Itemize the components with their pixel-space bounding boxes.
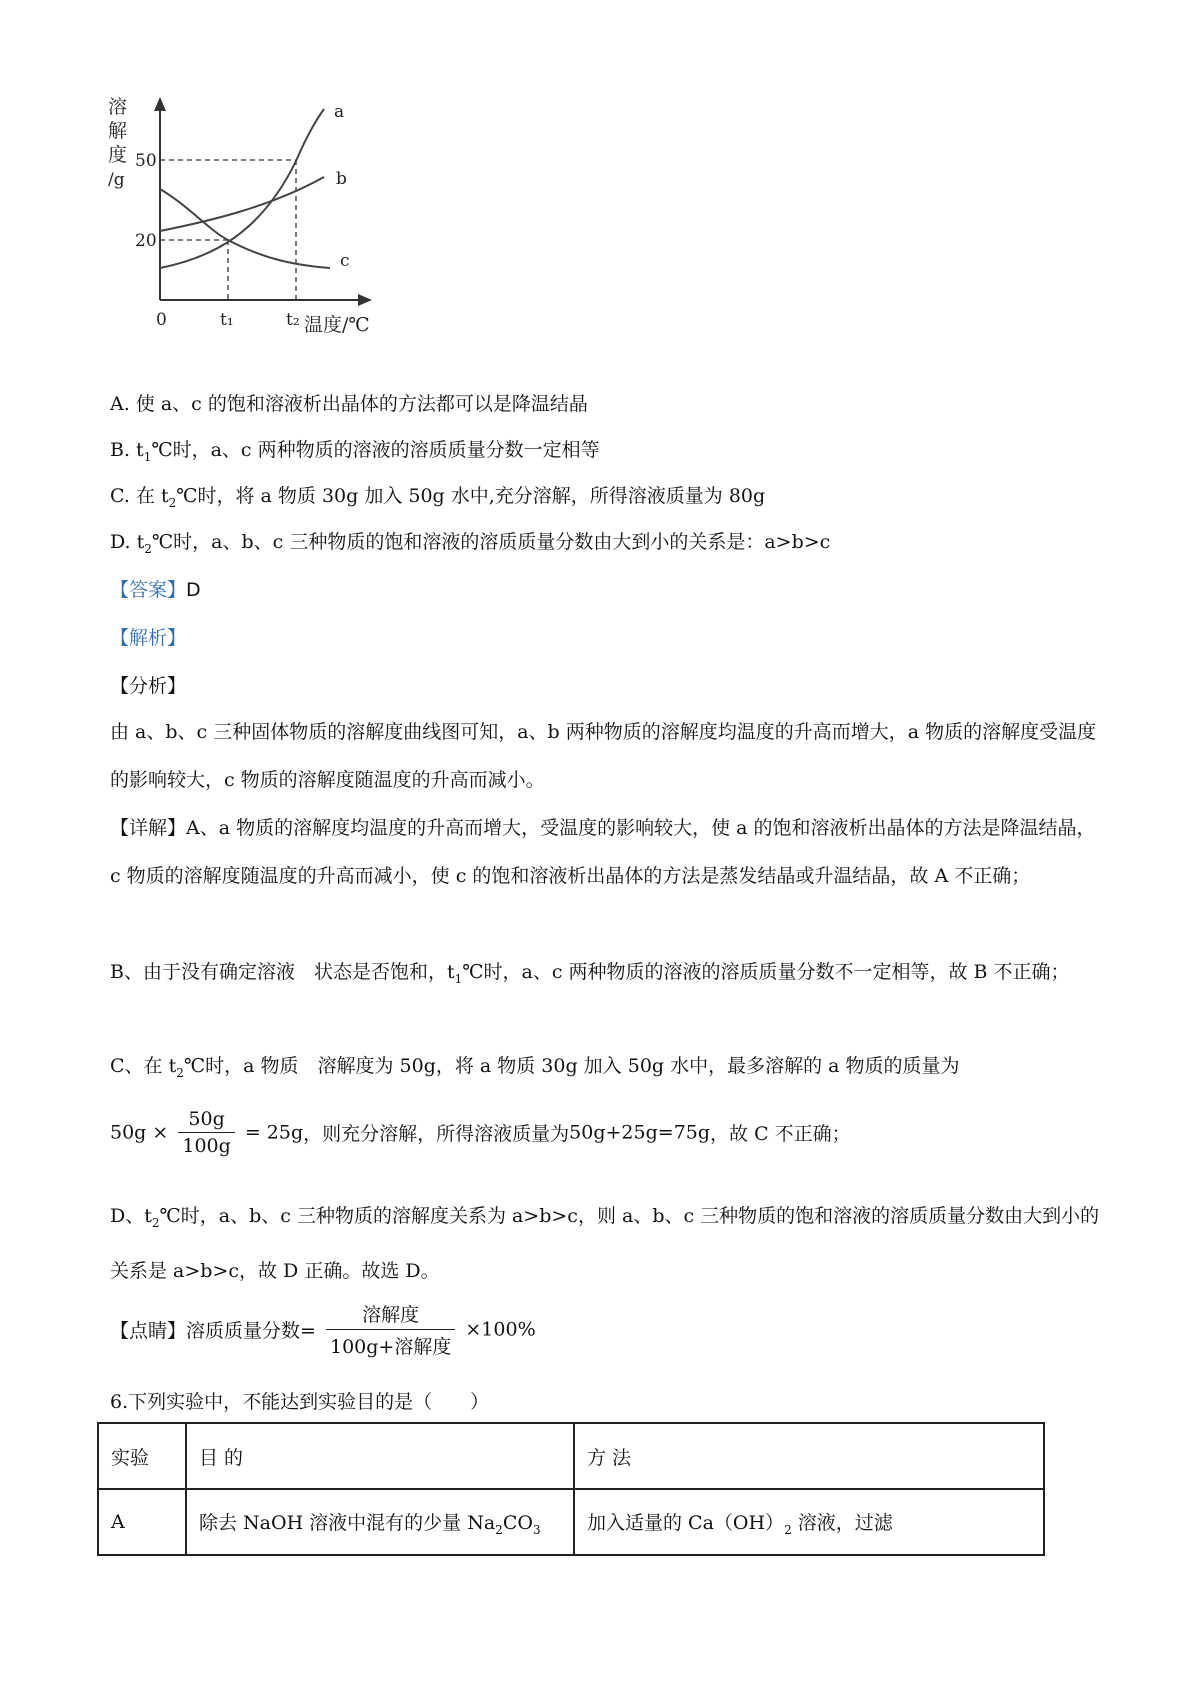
solubility-graph [100, 95, 420, 370]
header-experiment: 实验 [98, 1423, 186, 1489]
purpose-sub1: 2 [495, 1522, 503, 1537]
table-header-row [98, 1423, 1044, 1489]
tip-fraction [326, 1300, 455, 1359]
detail-c-formula [110, 1108, 851, 1157]
table-row [98, 1489, 1044, 1555]
purpose-mid: CO [502, 1511, 533, 1534]
answer-label: 【答案】 [110, 579, 187, 601]
tip-text: 溶质质量分数= [186, 1320, 316, 1342]
option-c-post: ℃时，将 a 物质 30g 加入 50g 水中,充分溶解，所得溶液质量为 80g [176, 485, 766, 507]
tip-line [110, 1300, 536, 1359]
option-b-pre: B. t [110, 439, 144, 461]
header-method: 方 法 [574, 1423, 1044, 1489]
detail-b [110, 948, 1100, 1003]
tip-suffix: ×100% [465, 1318, 536, 1341]
purpose-pre: 除去 NaOH 溶液中混有的少量 Na [199, 1511, 496, 1534]
tip-frac-num: 溶解度 [326, 1300, 455, 1330]
y-axis-arrow [154, 97, 166, 111]
analysis-label: 【解析】 [110, 627, 187, 649]
detail-b-sub: 1 [454, 971, 463, 986]
option-b-post: ℃时，a、c 两种物质的溶液的溶质质量分数一定相等 [151, 439, 600, 461]
y-tick-20: 20 [135, 231, 157, 251]
detail-c-post: ℃时，a 物质 溶解度为 50g，将 a 物质 30g 加入 50g 水中，最多溶解的 a 物质的质量为 [183, 1055, 960, 1077]
tip-label: 【点睛】 [110, 1320, 187, 1342]
formula-frac-den: 100g [182, 1135, 231, 1157]
formula-tail-formula: 50g+25g=75g [569, 1121, 711, 1144]
detail-label: 【详解】 [110, 817, 187, 839]
ylabel-char-1: 溶 [108, 96, 128, 118]
formula-right: = 25g [244, 1121, 304, 1144]
detail-b-post: ℃时，a、c 两种物质的溶液的溶质质量分数不一定相等，故 B 不正确； [462, 961, 1070, 983]
formula-fraction [178, 1108, 234, 1157]
curve-label-c: c [340, 251, 350, 271]
curve-b [160, 177, 324, 231]
detail-c [110, 1052, 960, 1087]
detail-c-sub: 2 [176, 1065, 184, 1080]
row-a-method [574, 1489, 1044, 1555]
formula-frac-num: 50g [178, 1108, 234, 1133]
method-sub: 2 [784, 1522, 792, 1537]
formula-tail-2: ，故 C 不正确； [710, 1123, 851, 1145]
y-tick-50: 50 [135, 151, 157, 171]
xlabel: 温度/℃ [304, 314, 370, 336]
option-d-post: ℃时，a、b、c 三种物质的饱和溶液的溶质质量分数由大到小的关系是：a>b>c [151, 531, 831, 553]
x-tick-t2: t₂ [286, 310, 300, 330]
question-6: 6.下列实验中，不能达到实验目的是（ ） [110, 1391, 490, 1413]
answer-value: D [186, 579, 201, 601]
method-post: 溶液，过滤 [791, 1511, 893, 1534]
row-a-label: A [98, 1489, 186, 1555]
curve-label-b: b [336, 169, 347, 189]
purpose-sub2: 3 [532, 1522, 541, 1537]
x-tick-0: 0 [156, 310, 167, 330]
tip-frac-den: 100g+溶解度 [329, 1336, 452, 1358]
method-pre: 加入适量的 Ca（OH） [587, 1511, 785, 1534]
ylabel-char-2: 解 [108, 120, 128, 142]
detail-a-text: A、a 物质的溶解度均温度的升高而增大，受温度的影响较大，使 a 的饱和溶液析出晶体的方法是降温结晶，c 物质的溶解度随温度的升高而减小，使 c 的饱和溶液析出晶体的方法是蒸发结晶或升温结晶，故 A 不正确； [110, 817, 1096, 887]
detail-c-pre: C、在 t [110, 1055, 177, 1077]
option-c [110, 482, 765, 517]
detail-d-sub: 2 [151, 1215, 160, 1230]
option-b-sub: 1 [143, 449, 152, 464]
option-d [110, 528, 830, 563]
detail-d [110, 1192, 1100, 1295]
ylabel-char-3: 度 [108, 144, 128, 166]
fenxi-text: 由 a、b、c 三种固体物质的溶解度曲线图可知，a、b 两种物质的溶解度均温度的升高而增大，a 物质的溶解度受温度的影响较大，c 物质的溶解度随温度的升高而减小。 [110, 721, 1097, 791]
formula-left: 50g × [110, 1121, 169, 1144]
option-a: A. 使 a、c 的饱和溶液析出晶体的方法都可以是降温结晶 [110, 393, 588, 415]
ylabel-unit: /g [108, 170, 125, 190]
detail-d-pre: D、t [110, 1205, 152, 1227]
experiment-table [97, 1422, 1045, 1556]
formula-tail-1: ，则充分溶解，所得溶液质量为 [303, 1123, 570, 1145]
detail-d-post: ℃时，a、b、c 三种物质的溶解度关系为 a>b>c，则 a、b、c 三种物质的饱和溶液的溶质质量分数由大到小的关系是 a>b>c，故 D 正确。故选 D。 [110, 1205, 1100, 1282]
header-purpose: 目 的 [186, 1423, 574, 1489]
detail-b-pre: B、由于没有确定溶液 状态是否饱和，t [110, 961, 455, 983]
option-d-sub: 2 [144, 541, 152, 556]
x-axis-arrow [358, 294, 372, 306]
curve-label-a: a [334, 102, 345, 122]
option-d-pre: D. t [110, 531, 145, 553]
option-b [110, 436, 600, 471]
detail-a [110, 804, 1100, 900]
answer-line [110, 576, 201, 604]
option-c-sub: 2 [168, 495, 177, 510]
option-c-pre: C. 在 t [110, 485, 169, 507]
fenxi-label: 【分析】 [110, 675, 187, 697]
x-tick-t1: t₁ [220, 310, 234, 330]
row-a-purpose [186, 1489, 574, 1555]
